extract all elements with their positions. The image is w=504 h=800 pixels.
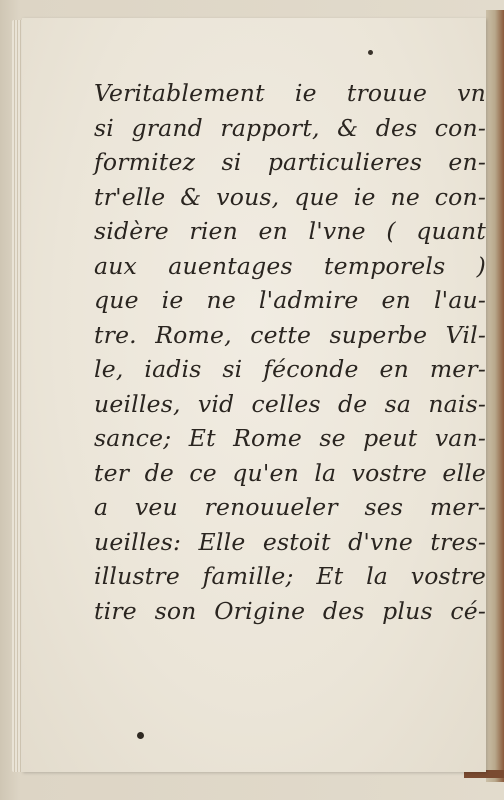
text-line: ter de ce qu'en la vostre elle (94, 458, 486, 487)
book-page (22, 18, 486, 772)
text-line: tire son Origine des plus cé- (94, 596, 486, 625)
text-line: aux auentages temporels ) (94, 251, 486, 280)
ink-speck-bottom (137, 732, 144, 739)
text-line: ueilles: Elle estoit d'vne tres- (94, 527, 486, 556)
page-text-block (94, 76, 486, 628)
book-cover-edge (486, 10, 504, 782)
text-line: a veu renouueler ses mer- (94, 493, 486, 521)
text-line: que ie ne l'admire en l'au- (94, 286, 486, 314)
text-line: sance; Et Rome se peut van- (94, 424, 486, 452)
text-line: sidère rien en l'vne ( quant (94, 217, 486, 245)
text-line: le, iadis si féconde en mer- (94, 355, 486, 383)
text-line: ueilles, vid celles de sa nais- (94, 389, 486, 418)
text-line: Veritablement ie trouue vn (94, 79, 486, 107)
text-line: formitez si particulieres en- (94, 148, 486, 176)
ink-speck-top (368, 50, 373, 55)
text-line: tr'elle & vous, que ie ne con- (94, 182, 486, 211)
text-line: tre. Rome, cette superbe Vil- (94, 320, 486, 349)
text-line: si grand rapport, & des con- (94, 113, 486, 142)
text-line: illustre famille; Et la vostre (94, 562, 486, 590)
